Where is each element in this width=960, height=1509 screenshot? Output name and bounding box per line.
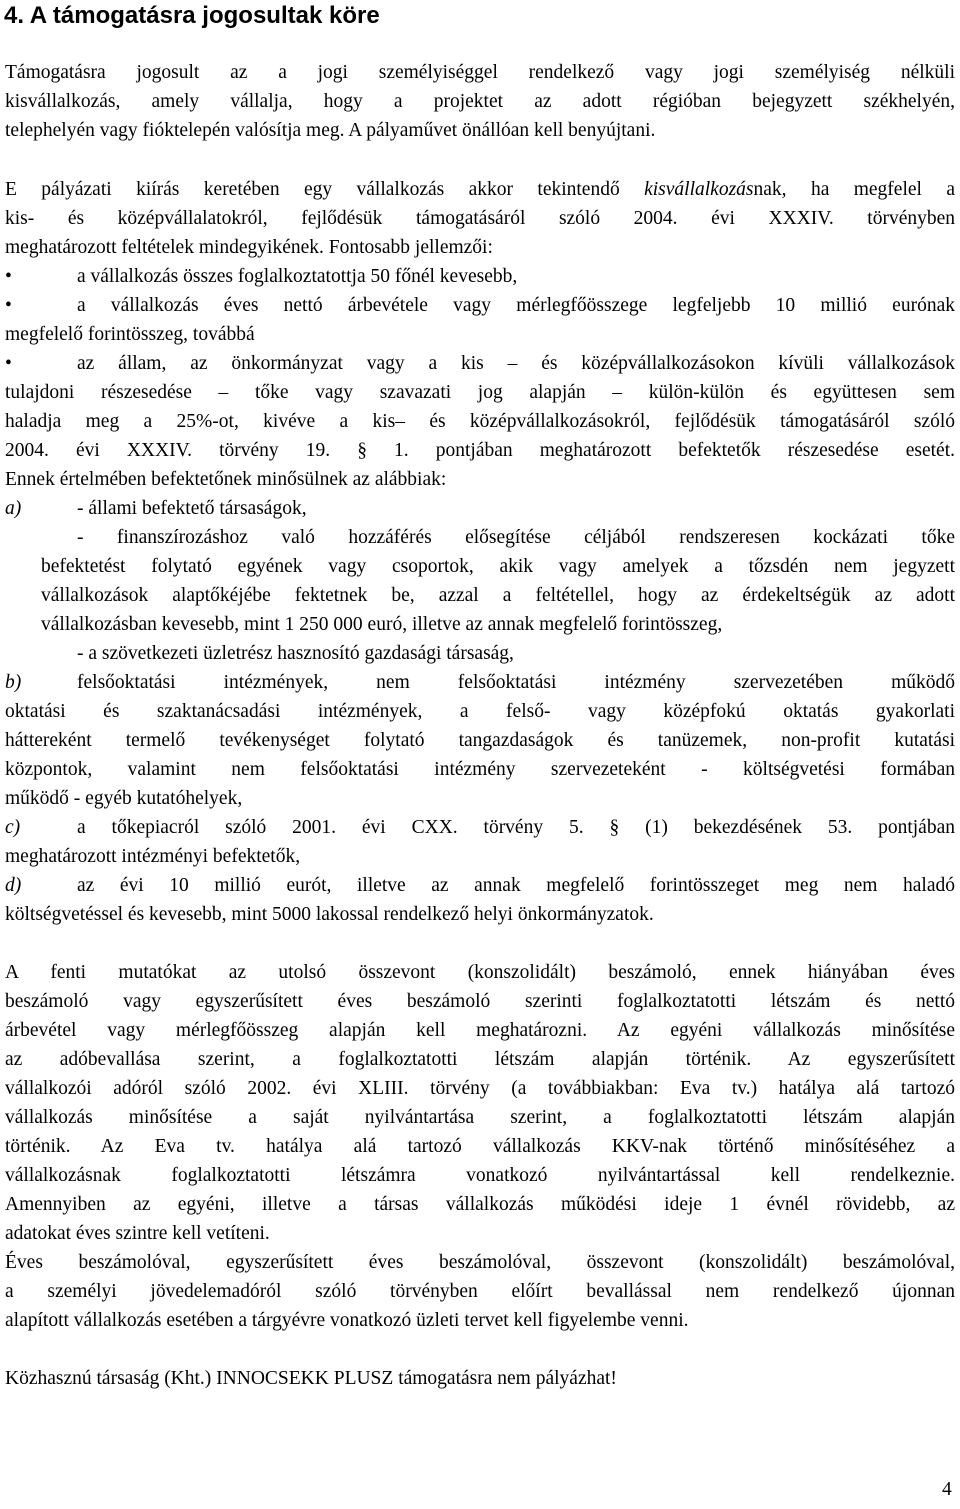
paragraph-1-line: Támogatásra jogosult az a jogi személyiséggel rendelkező vagy jogi személyiség nélküli — [5, 62, 955, 83]
investor-item: - a szövetkezeti üzletrész hasznosító gazdasági társaság, — [77, 643, 514, 664]
paragraph-3-line: vállalkozás minősítése a saját nyilvántartása szerint, a foglalkoztatotti létszám alapján — [5, 1107, 955, 1128]
bullet-icon: • — [5, 353, 12, 374]
paragraph-3-line: vállalkozói adóról szóló 2002. évi XLIII. törvény (a továbbiakban: Eva tv.) hatálya alá tartozó — [5, 1078, 955, 1099]
paragraph-3-line: árbevétel vagy mérlegfőösszeg alapján kell meghatározni. Az egyéni vállalkozás minősítése — [5, 1020, 955, 1041]
page-number: 4 — [942, 1479, 952, 1500]
paragraph-4-line: a személyi jövedelemadóról szóló törvényben előírt bevallással nem rendelkező újonnan — [5, 1281, 955, 1302]
investor-item: az évi 10 millió eurót, illetve az annak megfelelő forintösszeget meg nem haladó — [77, 875, 955, 896]
paragraph-2-line: kis- és középvállalatokról, fejlődésük támogatásáról szóló 2004. évi XXXIV. törvényben — [5, 208, 955, 229]
paragraph-2-line: meghatározott feltételek mindegyikének. Fontosabb jellemzői: — [5, 237, 493, 258]
bullet-icon: • — [5, 295, 12, 316]
bullet-item-continuation: haladja meg a 25%-ot, kivéve a kis– és középvállalkozásokról, fejlődésük támogatásáról szóló — [5, 411, 955, 432]
investor-item-continuation: meghatározott intézményi befektetők, — [5, 846, 301, 867]
paragraph-2-line — [5, 175, 955, 204]
investor-item-continuation: működő - egyéb kutatóhelyek, — [5, 788, 243, 809]
paragraph-4-line: alapított vállalkozás esetében a tárgyévre vonatkozó üzleti tervet kell figyelembe venni. — [5, 1310, 689, 1331]
investor-item-continuation: központok, valamint nem felsőoktatási intézmény szervezeteként - költségvetési formában — [5, 759, 955, 780]
investor-item: felsőoktatási intézmények, nem felsőoktatási intézmény szervezetében működő — [77, 672, 955, 693]
bullet-item-continuation: megfelelő forintösszeg, továbbá — [5, 324, 255, 345]
investor-item-continuation: befektetést folytató egyének vagy csoportok, akik vagy amelyek a tőzsdén nem jegyzett — [41, 556, 955, 577]
paragraph-2-text: nak, ha megfelel a — [753, 179, 955, 200]
paragraph-3-line: adatokat éves szintre kell vetíteni. — [5, 1223, 270, 1244]
investor-item-continuation: vállalkozásban kevesebb, mint 1 250 000 euró, illetve az annak megfelelő forintösszeg, — [41, 614, 723, 635]
list-label-b: b) — [5, 672, 22, 693]
list-label-a: a) — [5, 498, 22, 519]
investor-item: a tőkepiacról szóló 2001. évi CXX. törvény 5. § (1) bekezdésének 53. pontjában — [77, 817, 955, 838]
bullet-item: a vállalkozás éves nettó árbevétele vagy mérlegfőösszege legfeljebb 10 millió eurónak — [77, 295, 955, 316]
investor-item: - finanszírozáshoz való hozzáférés elősegítése céljából rendszeresen kockázati tőke — [77, 527, 955, 548]
investor-item-continuation: oktatási és szaktanácsadási intézmények, a felső- vagy középfokú oktatás gyakorlati — [5, 701, 955, 722]
bullet-item-continuation: 2004. évi XXXIV. törvény 19. § 1. pontjában meghatározott befektetők részesedése esetét. — [5, 440, 955, 461]
paragraph-4-line: Éves beszámolóval, egyszerűsített éves beszámolóval, összevont (konszolidált) beszámolóval, — [5, 1252, 955, 1273]
investor-item: - állami befektető társaságok, — [77, 498, 307, 519]
paragraph-3-line: vállalkozásnak foglalkoztatotti létszámra vonatkozó nyilvántartással kell rendelkeznie. — [5, 1165, 955, 1186]
investors-intro: Ennek értelmében befektetőnek minősülnek az alábbiak: — [5, 469, 447, 490]
paragraph-1-line: telephelyén vagy fióktelepén valósítja meg. A pályaművet önállóan kell benyújtani. — [5, 120, 656, 141]
paragraph-3-line: beszámoló vagy egyszerűsített éves beszámoló szerinti foglalkoztatotti létszám és nettó — [5, 991, 955, 1012]
bullet-icon: • — [5, 266, 12, 287]
paragraph-3-line: az adóbevallása szerint, a foglalkoztatotti létszám alapján történik. Az egyszerűsített — [5, 1049, 955, 1070]
paragraph-1-line: kisvállalkozás, amely vállalja, hogy a projektet az adott régióban bejegyzett székhelyén, — [5, 91, 955, 112]
paragraph-3-line: Amennyiben az egyéni, illetve a társas vállalkozás működési ideje 1 évnél rövidebb, az — [5, 1194, 955, 1215]
bullet-item: a vállalkozás összes foglalkoztatottja 50 főnél kevesebb, — [77, 266, 518, 287]
list-label-d: d) — [5, 875, 22, 896]
paragraph-3-line: történik. Az Eva tv. hatálya alá tartozó vállalkozás KKV-nak történő minősítéséhez a — [5, 1136, 955, 1157]
bullet-item: az állam, az önkormányzat vagy a kis – és középvállalkozásokon kívüli vállalkozások — [77, 353, 955, 374]
paragraph-2-text: E pályázati kiírás keretében egy vállalkozás akkor tekintendő — [5, 179, 645, 200]
list-label-c: c) — [5, 817, 21, 838]
paragraph-5-line: Közhasznú társaság (Kht.) INNOCSEKK PLUSZ támogatásra nem pályázhat! — [5, 1368, 617, 1389]
kisvallalkozas-term: kisvállalkozás — [644, 179, 754, 200]
investor-item-continuation: költségvetéssel és kevesebb, mint 5000 lakossal rendelkező helyi önkormányzatok. — [5, 904, 654, 925]
section-heading: 4. A támogatásra jogosultak köre — [4, 2, 380, 29]
investor-item-continuation: háttereként termelő tevékenységet folytató tangazdaságok és tanüzemek, non-profit kutatási — [5, 730, 955, 751]
investor-item-continuation: vállalkozások alaptőkéjébe fektetnek be, azzal a feltétellel, hogy az érdekeltségük az adott — [41, 585, 955, 606]
paragraph-3-line: A fenti mutatókat az utolsó összevont (konszolidált) beszámoló, ennek hiányában éves — [5, 962, 955, 983]
bullet-item-continuation: tulajdoni részesedése – tőke vagy szavazati jog alapján – külön-külön és együttesen sem — [5, 382, 955, 403]
